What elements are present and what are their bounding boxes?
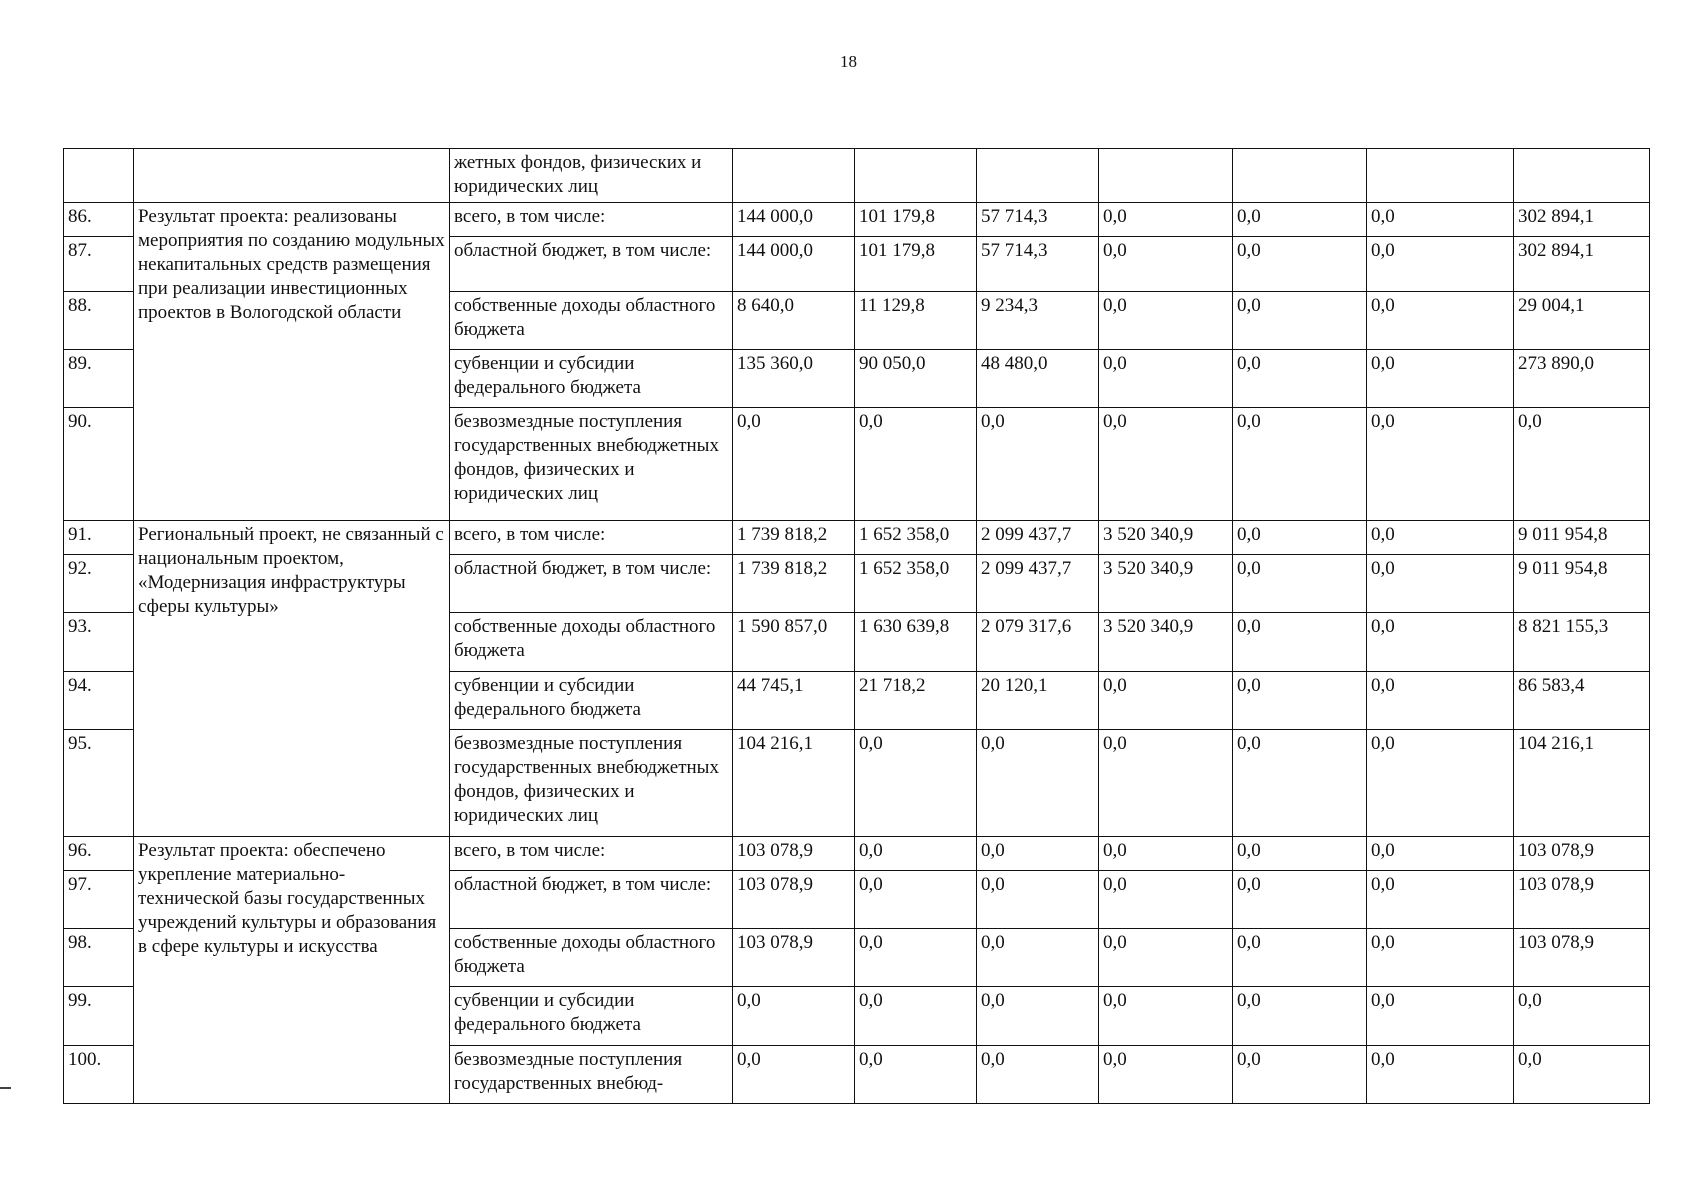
value-cell: 0,0	[977, 987, 1099, 1045]
value-cell: 0,0	[1099, 928, 1233, 986]
row-number-cell: 94.	[64, 671, 134, 729]
value-cell: 0,0	[1233, 408, 1367, 521]
value-cell: 0,0	[855, 729, 977, 836]
total-cell: 0,0	[1514, 987, 1650, 1045]
value-cell	[1233, 149, 1367, 203]
project-name-cell: Результат проекта: реализованы мероприятия по созданию модульных некапитальных средств размещения при реализации инвестиционных проектов в Вологодской области	[134, 203, 450, 521]
value-cell	[733, 149, 855, 203]
value-cell: 2 099 437,7	[977, 520, 1099, 554]
funding-source-cell: безвозмездные поступления государственных внебюд-	[450, 1045, 733, 1103]
value-cell: 57 714,3	[977, 237, 1099, 291]
value-cell: 0,0	[1233, 555, 1367, 613]
value-cell: 1 652 358,0	[855, 520, 977, 554]
table-row	[64, 836, 1650, 870]
project-name-cell: Региональный проект, не связанный с национальным проектом, «Модернизация инфраструктуры сферы культуры»	[134, 520, 450, 836]
row-number-cell: 93.	[64, 613, 134, 671]
value-cell: 20 120,1	[977, 671, 1099, 729]
value-cell	[977, 149, 1099, 203]
value-cell: 103 078,9	[733, 928, 855, 986]
value-cell: 144 000,0	[733, 237, 855, 291]
row-number-cell	[64, 149, 134, 203]
row-number-cell: 86.	[64, 203, 134, 237]
row-number-cell: 91.	[64, 520, 134, 554]
value-cell: 0,0	[1233, 671, 1367, 729]
funding-source-cell: областной бюджет, в том числе:	[450, 555, 733, 613]
value-cell: 0,0	[1099, 350, 1233, 408]
funding-source-cell: субвенции и субсидии федерального бюджета	[450, 671, 733, 729]
total-cell: 273 890,0	[1514, 350, 1650, 408]
row-number-cell: 87.	[64, 237, 134, 291]
value-cell: 0,0	[1233, 237, 1367, 291]
value-cell: 0,0	[855, 408, 977, 521]
value-cell: 1 630 639,8	[855, 613, 977, 671]
value-cell: 0,0	[1233, 613, 1367, 671]
table-body	[64, 149, 1650, 1104]
value-cell: 103 078,9	[733, 870, 855, 928]
value-cell: 0,0	[1233, 870, 1367, 928]
value-cell: 1 739 818,2	[733, 555, 855, 613]
value-cell: 3 520 340,9	[1099, 520, 1233, 554]
value-cell: 0,0	[855, 836, 977, 870]
value-cell: 2 099 437,7	[977, 555, 1099, 613]
funding-source-cell: всего, в том числе:	[450, 203, 733, 237]
value-cell: 0,0	[1233, 350, 1367, 408]
row-number-cell: 96.	[64, 836, 134, 870]
value-cell: 0,0	[1099, 870, 1233, 928]
value-cell: 0,0	[1233, 520, 1367, 554]
table-row	[64, 520, 1650, 554]
value-cell: 0,0	[1099, 291, 1233, 349]
funding-source-cell: собственные доходы областного бюджета	[450, 291, 733, 349]
row-number-cell: 99.	[64, 987, 134, 1045]
value-cell: 0,0	[1233, 1045, 1367, 1103]
total-cell: 104 216,1	[1514, 729, 1650, 836]
value-cell: 0,0	[1099, 1045, 1233, 1103]
value-cell: 90 050,0	[855, 350, 977, 408]
value-cell: 1 590 857,0	[733, 613, 855, 671]
value-cell: 0,0	[1233, 928, 1367, 986]
value-cell: 135 360,0	[733, 350, 855, 408]
funding-source-cell: областной бюджет, в том числе:	[450, 870, 733, 928]
row-number-cell: 100.	[64, 1045, 134, 1103]
value-cell: 0,0	[977, 408, 1099, 521]
value-cell: 57 714,3	[977, 203, 1099, 237]
value-cell: 0,0	[977, 836, 1099, 870]
value-cell: 0,0	[1367, 1045, 1514, 1103]
value-cell: 0,0	[1367, 987, 1514, 1045]
value-cell: 0,0	[1233, 203, 1367, 237]
funding-source-cell: областной бюджет, в том числе:	[450, 237, 733, 291]
row-number-cell: 89.	[64, 350, 134, 408]
value-cell: 0,0	[855, 987, 977, 1045]
value-cell: 0,0	[1233, 291, 1367, 349]
value-cell: 0,0	[1367, 928, 1514, 986]
scan-mark	[0, 1087, 11, 1089]
value-cell: 0,0	[733, 987, 855, 1045]
row-number-cell: 98.	[64, 928, 134, 986]
funding-source-cell: всего, в том числе:	[450, 520, 733, 554]
funding-source-cell: жетных фондов, физических и юридических лиц	[450, 149, 733, 203]
value-cell: 0,0	[1233, 987, 1367, 1045]
value-cell: 44 745,1	[733, 671, 855, 729]
funding-source-cell: субвенции и субсидии федерального бюджета	[450, 987, 733, 1045]
project-name-cell	[134, 149, 450, 203]
value-cell: 0,0	[1233, 729, 1367, 836]
value-cell: 0,0	[1367, 729, 1514, 836]
value-cell: 0,0	[1367, 836, 1514, 870]
value-cell: 0,0	[1367, 291, 1514, 349]
value-cell: 0,0	[1099, 729, 1233, 836]
value-cell: 0,0	[1367, 520, 1514, 554]
funding-source-cell: собственные доходы областного бюджета	[450, 613, 733, 671]
value-cell	[855, 149, 977, 203]
value-cell: 0,0	[855, 928, 977, 986]
total-cell: 9 011 954,8	[1514, 520, 1650, 554]
total-cell: 0,0	[1514, 408, 1650, 521]
value-cell: 0,0	[1367, 350, 1514, 408]
value-cell: 0,0	[1367, 555, 1514, 613]
budget-table	[63, 148, 1650, 1104]
value-cell: 0,0	[1099, 836, 1233, 870]
value-cell: 103 078,9	[733, 836, 855, 870]
value-cell: 0,0	[855, 1045, 977, 1103]
value-cell: 0,0	[1367, 237, 1514, 291]
value-cell: 0,0	[977, 729, 1099, 836]
row-number-cell: 97.	[64, 870, 134, 928]
value-cell: 0,0	[977, 928, 1099, 986]
total-cell: 302 894,1	[1514, 237, 1650, 291]
total-cell: 86 583,4	[1514, 671, 1650, 729]
total-cell: 8 821 155,3	[1514, 613, 1650, 671]
value-cell: 0,0	[1099, 671, 1233, 729]
value-cell: 48 480,0	[977, 350, 1099, 408]
funding-source-cell: субвенции и субсидии федерального бюджета	[450, 350, 733, 408]
total-cell: 103 078,9	[1514, 836, 1650, 870]
table-row	[64, 203, 1650, 237]
value-cell: 101 179,8	[855, 203, 977, 237]
value-cell: 9 234,3	[977, 291, 1099, 349]
page-number: 18	[840, 52, 857, 71]
project-name-cell: Результат проекта: обеспечено укрепление материально-технической базы государственных учреждений культуры и образования в сфере культуры и искусства	[134, 836, 450, 1103]
table-row-continuation	[64, 149, 1650, 203]
value-cell	[1367, 149, 1514, 203]
value-cell: 11 129,8	[855, 291, 977, 349]
value-cell: 0,0	[1367, 870, 1514, 928]
row-number-cell: 92.	[64, 555, 134, 613]
value-cell: 0,0	[1099, 987, 1233, 1045]
value-cell: 104 216,1	[733, 729, 855, 836]
total-cell: 302 894,1	[1514, 203, 1650, 237]
value-cell: 3 520 340,9	[1099, 555, 1233, 613]
total-cell: 0,0	[1514, 1045, 1650, 1103]
value-cell: 0,0	[733, 408, 855, 521]
value-cell: 0,0	[1367, 408, 1514, 521]
row-number-cell: 90.	[64, 408, 134, 521]
value-cell: 3 520 340,9	[1099, 613, 1233, 671]
value-cell: 0,0	[855, 870, 977, 928]
value-cell: 1 739 818,2	[733, 520, 855, 554]
funding-source-cell: безвозмездные поступления государственных внебюджетных фондов, физических и юридических лиц	[450, 408, 733, 521]
value-cell: 8 640,0	[733, 291, 855, 349]
value-cell: 2 079 317,6	[977, 613, 1099, 671]
value-cell: 101 179,8	[855, 237, 977, 291]
row-number-cell: 95.	[64, 729, 134, 836]
total-cell: 103 078,9	[1514, 928, 1650, 986]
total-cell: 29 004,1	[1514, 291, 1650, 349]
value-cell: 0,0	[1099, 408, 1233, 521]
value-cell: 0,0	[1367, 671, 1514, 729]
value-cell: 0,0	[1367, 613, 1514, 671]
total-cell: 9 011 954,8	[1514, 555, 1650, 613]
row-number-cell: 88.	[64, 291, 134, 349]
value-cell: 0,0	[1367, 203, 1514, 237]
total-cell	[1514, 149, 1650, 203]
funding-source-cell: всего, в том числе:	[450, 836, 733, 870]
funding-source-cell: собственные доходы областного бюджета	[450, 928, 733, 986]
funding-source-cell: безвозмездные поступления государственных внебюджетных фондов, физических и юридических лиц	[450, 729, 733, 836]
value-cell: 1 652 358,0	[855, 555, 977, 613]
total-cell: 103 078,9	[1514, 870, 1650, 928]
value-cell	[1099, 149, 1233, 203]
value-cell: 21 718,2	[855, 671, 977, 729]
value-cell: 144 000,0	[733, 203, 855, 237]
value-cell: 0,0	[1099, 237, 1233, 291]
value-cell: 0,0	[1099, 203, 1233, 237]
value-cell: 0,0	[977, 1045, 1099, 1103]
value-cell: 0,0	[1233, 836, 1367, 870]
value-cell: 0,0	[977, 870, 1099, 928]
value-cell: 0,0	[733, 1045, 855, 1103]
